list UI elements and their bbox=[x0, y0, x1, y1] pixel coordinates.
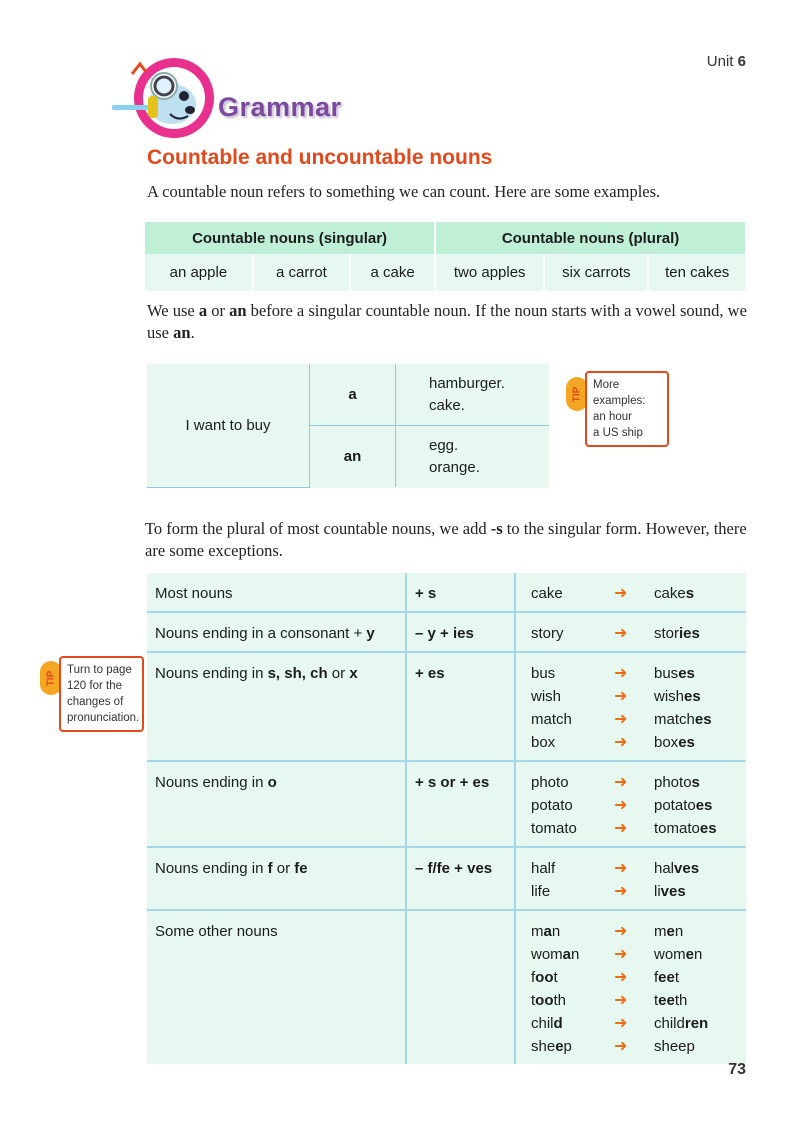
plural-word bbox=[654, 771, 744, 794]
arrow-icon: ➜ bbox=[614, 585, 628, 602]
stem: photo bbox=[654, 774, 692, 791]
ending: es bbox=[678, 734, 695, 751]
stem: t bbox=[531, 992, 536, 1009]
stem: li bbox=[654, 883, 661, 900]
example-row bbox=[531, 731, 746, 754]
plural-word bbox=[654, 920, 744, 943]
plural-cell: two apples bbox=[435, 254, 544, 291]
arrow-icon: ➜ bbox=[614, 711, 628, 728]
singular-word: box bbox=[531, 734, 556, 751]
article-a: a bbox=[310, 364, 396, 426]
tip-line: 120 for the bbox=[67, 680, 122, 692]
article-paragraph bbox=[147, 300, 747, 344]
ending: ren bbox=[684, 1015, 709, 1032]
text-run-bold: an bbox=[229, 301, 247, 320]
arrow-icon: ➜ bbox=[614, 883, 628, 900]
singular-word bbox=[531, 1035, 614, 1058]
tip-box-pronunciation bbox=[59, 656, 144, 732]
category-cell bbox=[147, 612, 406, 652]
text-run-bold: x bbox=[349, 665, 358, 682]
text-run: We use bbox=[147, 301, 199, 320]
singular-word: photo bbox=[531, 774, 569, 791]
stem: t bbox=[674, 969, 680, 986]
singular-cell: a cake bbox=[350, 254, 435, 291]
rule-cell: – f/fe + ves bbox=[406, 847, 515, 910]
unit-label-text: Unit bbox=[706, 53, 734, 70]
arrow-icon: ➜ bbox=[614, 688, 628, 705]
singular-word: wish bbox=[531, 688, 562, 705]
text-run: to the singular form. However, there are some exceptions. bbox=[145, 519, 747, 560]
stem: n bbox=[674, 923, 684, 940]
vowel: oo bbox=[535, 992, 554, 1009]
ending: es bbox=[684, 688, 701, 705]
arrow-icon: ➜ bbox=[614, 946, 628, 963]
plural-word bbox=[654, 582, 744, 605]
header-singular: Countable nouns (singular) bbox=[145, 222, 435, 254]
examples-cell bbox=[515, 652, 746, 761]
singular-word: story bbox=[531, 625, 564, 642]
plural-rules-table bbox=[147, 573, 746, 1064]
word: egg. bbox=[429, 436, 459, 454]
vowel: oo bbox=[535, 969, 554, 986]
vowel: a bbox=[562, 946, 572, 963]
singular-word bbox=[531, 1012, 614, 1035]
text-run: or bbox=[207, 301, 230, 320]
arrow-icon: ➜ bbox=[614, 820, 628, 837]
vowel: d bbox=[553, 1015, 563, 1032]
plural-word bbox=[654, 731, 744, 754]
plural-word bbox=[654, 708, 744, 731]
arrow-icon: ➜ bbox=[614, 1015, 628, 1032]
category-cell bbox=[147, 652, 406, 761]
text-run-bold: a bbox=[198, 301, 208, 320]
plural-word bbox=[654, 943, 744, 966]
arrow-icon: ➜ bbox=[614, 774, 628, 791]
ending: ves bbox=[660, 883, 686, 900]
word: hamburger. bbox=[429, 374, 505, 392]
stem: match bbox=[654, 711, 695, 728]
examples-cell bbox=[515, 761, 746, 847]
stem: n bbox=[571, 946, 580, 963]
intro-paragraph: A countable noun refers to something we can count. Here are some examples. bbox=[147, 182, 661, 201]
category-cell bbox=[147, 761, 406, 847]
text-run: To form the plural of most countable nouns, we add bbox=[145, 519, 491, 538]
arrow-icon: ➜ bbox=[614, 734, 628, 751]
stem: t bbox=[654, 992, 659, 1009]
singular-word: life bbox=[531, 883, 551, 900]
arrow-icon: ➜ bbox=[614, 923, 628, 940]
stem: box bbox=[654, 734, 679, 751]
singular-word: match bbox=[531, 711, 572, 728]
article-table bbox=[147, 364, 549, 488]
example-row bbox=[531, 685, 746, 708]
text-run: Nouns ending in bbox=[155, 665, 268, 682]
stem: wom bbox=[654, 946, 686, 963]
stem: cake bbox=[654, 585, 686, 602]
tip-line: pronunciation. bbox=[67, 712, 140, 724]
ending: s bbox=[685, 585, 695, 602]
singular-word: bus bbox=[531, 665, 556, 682]
example-row bbox=[531, 662, 746, 685]
tip-line: an hour bbox=[593, 411, 633, 423]
arrow-icon: ➜ bbox=[614, 1038, 628, 1055]
example-row bbox=[531, 943, 746, 966]
words-cell bbox=[396, 426, 550, 488]
text-run: Most nouns bbox=[155, 585, 233, 602]
phrase-cell: I want to buy bbox=[147, 364, 310, 487]
singular-word bbox=[531, 966, 614, 989]
ending: es bbox=[678, 665, 695, 682]
text-run-bold: fe bbox=[294, 860, 308, 877]
arrow-icon: ➜ bbox=[614, 665, 628, 682]
rule-cell: – y + ies bbox=[406, 612, 515, 652]
unit-label bbox=[707, 53, 746, 70]
text-run: Nouns ending in bbox=[155, 860, 268, 877]
text-run: . bbox=[190, 323, 195, 342]
text-run: or bbox=[272, 860, 295, 877]
plural-word bbox=[654, 857, 744, 880]
stem: she bbox=[531, 1038, 556, 1055]
plural-word bbox=[654, 989, 744, 1012]
example-row bbox=[531, 622, 746, 645]
singular-word bbox=[531, 920, 614, 943]
stem: stor bbox=[654, 625, 680, 642]
text-run-bold: -s bbox=[490, 519, 503, 538]
singular-word bbox=[531, 943, 614, 966]
rule-cell bbox=[406, 761, 515, 847]
plural-word bbox=[654, 622, 744, 645]
section-title: Countable and uncountable nouns bbox=[147, 146, 493, 169]
rule-cell: + s bbox=[406, 573, 515, 612]
text-run: before a singular countable noun. If the noun starts with a vowel sound, we use bbox=[147, 301, 747, 342]
ending: ee bbox=[658, 992, 675, 1009]
tip-badge-text: TIP bbox=[571, 386, 583, 402]
stem: hal bbox=[654, 860, 675, 877]
tip-badge-text: TIP bbox=[45, 670, 57, 686]
text-run-bold: o bbox=[267, 774, 277, 791]
text-run: or bbox=[327, 665, 350, 682]
word: orange. bbox=[429, 458, 480, 476]
tip-line: a US ship bbox=[593, 427, 643, 439]
stem: f bbox=[654, 969, 659, 986]
countable-nouns-table bbox=[145, 222, 745, 291]
example-row bbox=[531, 817, 746, 840]
stem: m bbox=[654, 923, 667, 940]
magnifying-glass-mascot-icon bbox=[108, 56, 218, 140]
ending: ies bbox=[679, 625, 700, 642]
arrow-icon: ➜ bbox=[614, 969, 628, 986]
arrow-icon: ➜ bbox=[614, 860, 628, 877]
example-row bbox=[531, 771, 746, 794]
singular-word: tomato bbox=[531, 820, 577, 837]
plural-word bbox=[654, 817, 744, 840]
stem: m bbox=[531, 923, 544, 940]
rule-cell: + es bbox=[406, 652, 515, 761]
text-run-bold: f bbox=[267, 860, 273, 877]
example-row bbox=[531, 989, 746, 1012]
text-run-bold: y bbox=[366, 625, 375, 642]
tip-line: More examples: bbox=[593, 379, 646, 407]
example-row bbox=[531, 857, 746, 880]
example-row bbox=[531, 920, 746, 943]
stem: tomato bbox=[654, 820, 700, 837]
stem: n bbox=[694, 946, 703, 963]
arrow-icon: ➜ bbox=[614, 992, 628, 1009]
ending: e bbox=[685, 946, 695, 963]
singular-word: half bbox=[531, 860, 556, 877]
arrow-icon: ➜ bbox=[614, 797, 628, 814]
singular-cell: an apple bbox=[169, 264, 228, 281]
examples-cell bbox=[515, 847, 746, 910]
plural-word bbox=[654, 880, 744, 903]
stem: child bbox=[654, 1015, 685, 1032]
singular-word: potato bbox=[531, 797, 573, 814]
plural-word bbox=[654, 662, 744, 685]
stem: chil bbox=[531, 1015, 554, 1032]
examples-cell bbox=[515, 573, 746, 612]
stem: f bbox=[531, 969, 536, 986]
ending: ee bbox=[658, 969, 675, 986]
page-number: 73 bbox=[728, 1061, 746, 1078]
singular-word: cake bbox=[531, 585, 563, 602]
stem: p bbox=[563, 1038, 572, 1055]
plural-cell: ten cakes bbox=[648, 254, 745, 291]
stem: n bbox=[551, 923, 561, 940]
unit-number: 6 bbox=[737, 53, 746, 70]
stem: bus bbox=[654, 665, 679, 682]
stem: wish bbox=[654, 688, 685, 705]
category-cell bbox=[147, 910, 406, 1064]
singular-cell: a carrot bbox=[253, 254, 350, 291]
singular-word bbox=[531, 989, 614, 1012]
example-row bbox=[531, 794, 746, 817]
plural-word bbox=[654, 794, 744, 817]
examples-cell bbox=[515, 612, 746, 652]
ending: es bbox=[699, 820, 717, 837]
plural-paragraph bbox=[145, 518, 765, 562]
ending: es bbox=[695, 797, 713, 814]
words-cell bbox=[396, 364, 550, 426]
arrow-icon: ➜ bbox=[614, 625, 628, 642]
category-cell bbox=[147, 573, 406, 612]
plural-cell: six carrots bbox=[544, 254, 648, 291]
ending: es bbox=[694, 711, 712, 728]
text-run: Nouns ending in a consonant + bbox=[155, 625, 367, 642]
text-run-bold: s, sh, ch bbox=[267, 665, 328, 682]
header-plural: Countable nouns (plural) bbox=[435, 222, 745, 254]
example-row bbox=[531, 966, 746, 989]
text-run-bold: an bbox=[173, 323, 191, 342]
tip-box-examples bbox=[585, 371, 669, 447]
example-row bbox=[531, 880, 746, 903]
example-row bbox=[531, 582, 746, 605]
text-run: Nouns ending in bbox=[155, 774, 268, 791]
rule-text: + s or + es bbox=[415, 774, 490, 791]
plural-word bbox=[654, 966, 744, 989]
tip-line: Turn to page bbox=[67, 664, 132, 676]
stem: th bbox=[674, 992, 688, 1009]
vowel: a bbox=[543, 923, 552, 940]
plural-word bbox=[654, 1012, 744, 1035]
grammar-title: Grammar bbox=[218, 92, 342, 122]
example-row bbox=[531, 708, 746, 731]
plural-word bbox=[654, 685, 744, 708]
stem: t bbox=[553, 969, 558, 986]
plural-word bbox=[654, 1035, 744, 1058]
stem: wom bbox=[531, 946, 563, 963]
ending: s bbox=[691, 774, 700, 791]
stem: potato bbox=[654, 797, 696, 814]
category-cell bbox=[147, 847, 406, 910]
tip-line: changes of bbox=[67, 696, 124, 708]
ending: ves bbox=[674, 860, 700, 877]
article-an: an bbox=[310, 426, 396, 488]
example-row bbox=[531, 1012, 746, 1035]
word: cake. bbox=[429, 396, 465, 414]
stem: sheep bbox=[654, 1038, 695, 1055]
rule-cell bbox=[406, 910, 515, 1064]
examples-cell bbox=[515, 910, 746, 1064]
example-row bbox=[531, 1035, 746, 1058]
ending: e bbox=[666, 923, 675, 940]
stem: th bbox=[553, 992, 567, 1009]
text-run: Some other nouns bbox=[155, 923, 278, 940]
vowel: e bbox=[555, 1038, 564, 1055]
